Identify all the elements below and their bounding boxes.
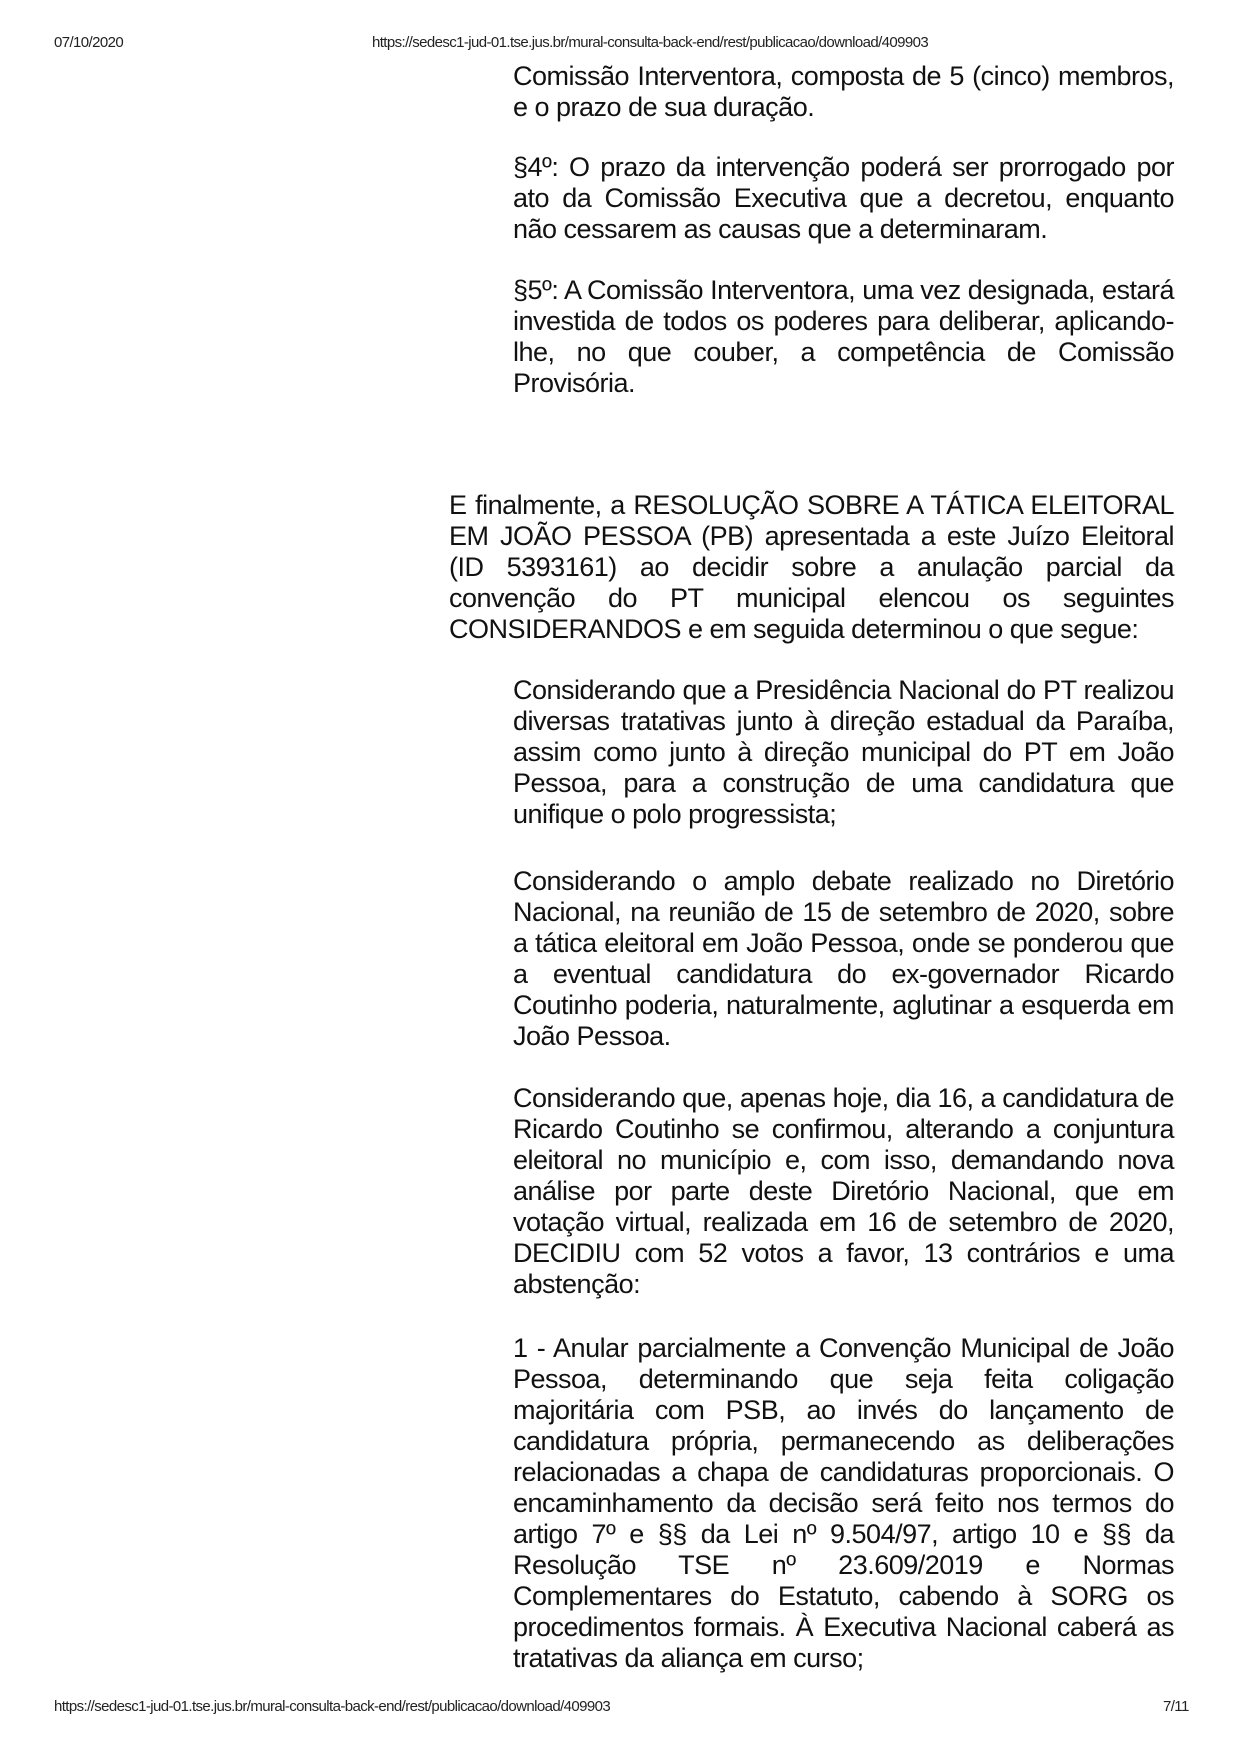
- header-url: https://sedesc1-jud-01.tse.jus.br/mural-consulta-back-end/rest/publicacao/download/409903: [372, 34, 929, 51]
- considerando-3: Considerando que, apenas hoje, dia 16, a candidatura de Ricardo Coutinho se confirmou, alterando a conjuntura eleitoral no município e, com isso, demandando nova análise por parte deste Diretório Nacional, que em votação virtual, realizada em 16 de setembro de 2020, DECIDIU com 52 votos a favor, 13 contrários e uma abstenção:: [513, 1083, 1174, 1299]
- considerando-2: Considerando o amplo debate realizado no Diretório Nacional, na reunião de 15 de setembro de 2020, sobre a tática eleitoral em João Pessoa, onde se ponderou que a eventual candidatura do ex-governador Ricardo Coutinho poderia, naturalmente, aglutinar a esquerda em João Pessoa.: [513, 866, 1174, 1051]
- considerando-1: Considerando que a Presidência Nacional do PT realizou diversas tratativas junto à direção estadual da Paraíba, assim como junto à direção municipal do PT em João Pessoa, para a construção de uma candidatura que unifique o polo progressista;: [513, 675, 1174, 829]
- paragraph-4: §4º: O prazo da intervenção poderá ser prorrogado por ato da Comissão Executiva que a decretou, enquanto não cessarem as causas que a determinaram.: [513, 152, 1174, 244]
- paragraph-resolution: E finalmente, a RESOLUÇÃO SOBRE A TÁTICA ELEITORAL EM JOÃO PESSOA (PB) apresentada a este Juízo Eleitoral (ID 5393161) ao decidir sobre a anulação parcial da convenção do PT municipal elencou os seguintes CONSIDERANDOS e em seguida determinou o que segue:: [449, 490, 1174, 644]
- paragraph-5: §5º: A Comissão Interventora, uma vez designada, estará investida de todos os poderes para deliberar, aplicando-lhe, no que couber, a competência de Comissão Provisória.: [513, 275, 1174, 398]
- decision-item-1: 1 - Anular parcialmente a Convenção Municipal de João Pessoa, determinando que seja feita coligação majoritária com PSB, ao invés do lançamento de candidatura própria, permanecendo as deliberações relacionadas a chapa de candidaturas proporcionais. O encaminhamento da decisão será feito nos termos do artigo 7º e §§ da Lei nº 9.504/97, artigo 10 e §§ da Resolução TSE nº 23.609/2019 e Normas Complementares do Estatuto, cabendo à SORG os procedimentos formais. À Executiva Nacional caberá as tratativas da aliança em curso;: [513, 1333, 1174, 1673]
- footer-url: https://sedesc1-jud-01.tse.jus.br/mural-consulta-back-end/rest/publicacao/download/409903: [54, 1698, 611, 1715]
- header-date: 07/10/2020: [54, 34, 124, 51]
- paragraph-commission: Comissão Interventora, composta de 5 (cinco) membros, e o prazo de sua duração.: [513, 61, 1174, 122]
- page-number: 7/11: [1163, 1698, 1189, 1715]
